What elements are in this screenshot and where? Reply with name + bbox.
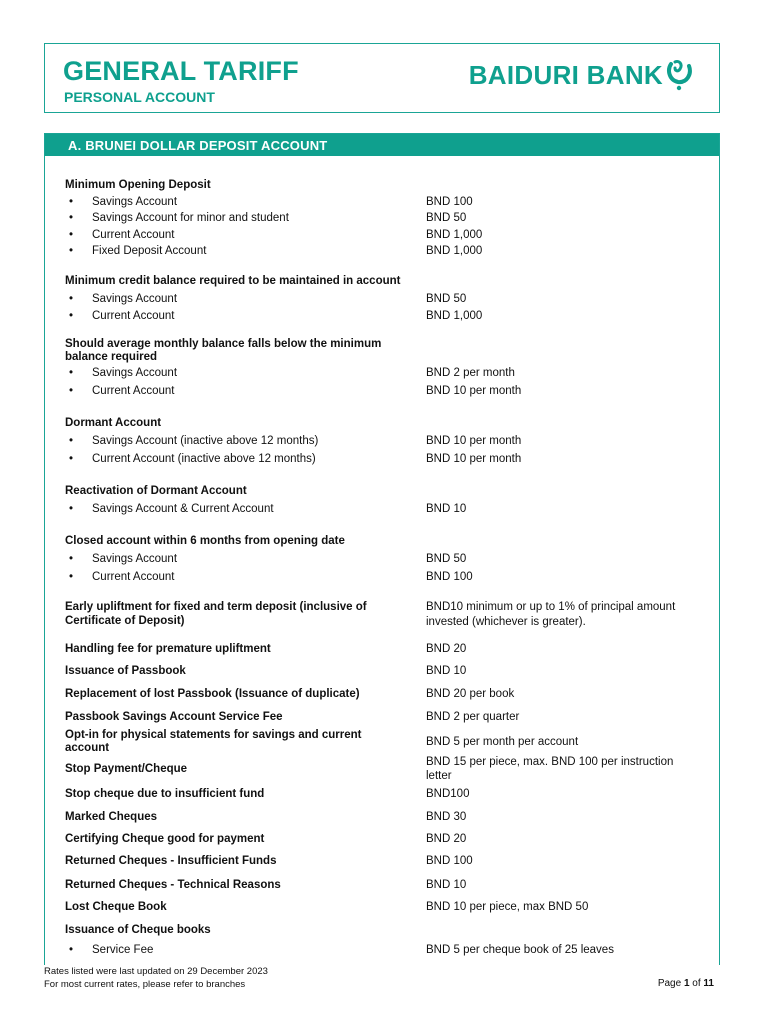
item-value: BND 50 [426, 293, 467, 305]
content-box [44, 133, 720, 965]
footer-branches-note: For most current rates, please refer to branches [44, 979, 246, 990]
fee-value: BND 20 [426, 833, 467, 845]
bullet: • [69, 229, 74, 241]
fee-value: BND 20 [426, 643, 467, 655]
item-label: Current Account [92, 310, 175, 322]
item-value: BND 50 [426, 553, 467, 565]
bullet: • [69, 245, 74, 257]
document-subtitle: PERSONAL ACCOUNT [64, 89, 215, 105]
fee-value: BND 100 [426, 855, 473, 867]
fee-label: Passbook Savings Account Service Fee [65, 711, 283, 723]
fee-label: Stop cheque due to insufficient fund [65, 788, 265, 800]
bullet: • [69, 453, 74, 465]
fee-label: Returned Cheques - Technical Reasons [65, 879, 281, 891]
fee-label: Lost Cheque Book [65, 901, 167, 913]
early-upliftment-label-cont: Certificate of Deposit) [65, 615, 185, 627]
item-value: BND 10 per month [426, 435, 522, 447]
fee-label: Certifying Cheque good for payment [65, 833, 265, 845]
fee-label: Issuance of Passbook [65, 665, 186, 677]
cheque-books-title: Issuance of Cheque books [65, 924, 211, 936]
item-label: Current Account [92, 229, 175, 241]
bullet: • [69, 385, 74, 397]
bullet: • [69, 212, 74, 224]
item-label: Savings Account [92, 196, 178, 208]
item-label: Savings Account [92, 367, 178, 379]
page-number [658, 978, 714, 989]
logo-text: BAIDURI BANK [468, 59, 663, 90]
bullet: • [69, 944, 74, 956]
section-header [45, 134, 719, 156]
bullet: • [69, 310, 74, 322]
page-prefix: Page [657, 978, 684, 989]
optin-label-cont: account [65, 742, 110, 754]
item-value: BND 10 per month [426, 385, 522, 397]
early-upliftment-value-cont: invested (whichever is greater). [426, 616, 586, 628]
stop-payment-value: BND 15 per piece, max. BND 100 per instruction [426, 756, 674, 768]
bullet: • [69, 196, 74, 208]
bullet: • [69, 553, 74, 565]
below-min-title-cont: balance required [65, 351, 158, 363]
fee-value: BND100 [426, 788, 470, 800]
item-label: Current Account [92, 385, 175, 397]
below-min-title: Should average monthly balance falls below the minimum [65, 338, 382, 350]
fee-label: Returned Cheques - Insufficient Funds [65, 855, 277, 867]
item-value: BND 1,000 [426, 310, 483, 322]
section-title: A. BRUNEI DOLLAR DEPOSIT ACCOUNT [68, 138, 328, 153]
fee-label: Marked Cheques [65, 811, 158, 823]
optin-value: BND 5 per month per account [426, 736, 579, 748]
item-value: BND 100 [426, 196, 473, 208]
item-label: Current Account [92, 571, 175, 583]
page-total: 11 [703, 978, 714, 989]
fee-label: Replacement of lost Passbook (Issuance of duplicate) [65, 688, 360, 700]
fee-value: BND 10 [426, 665, 467, 677]
fee-label: Handling fee for premature upliftment [65, 643, 271, 655]
stop-payment-label: Stop Payment/Cheque [65, 763, 188, 775]
bullet: • [69, 293, 74, 305]
fee-value: BND 20 per book [426, 688, 515, 700]
bullet: • [69, 503, 74, 515]
item-value: BND 2 per month [426, 367, 515, 379]
footer-updated-note: Rates listed were last updated on 29 December 2023 [44, 966, 268, 977]
item-label: Savings Account & Current Account [92, 503, 274, 515]
fee-value: BND 30 [426, 811, 467, 823]
item-value: BND 5 per cheque book of 25 leaves [426, 944, 614, 956]
header-box [44, 43, 720, 113]
closed-title: Closed account within 6 months from opening date [65, 535, 345, 547]
logo-swirl-icon [665, 58, 693, 92]
item-label: Savings Account [92, 553, 178, 565]
document-title: GENERAL TARIFF [63, 56, 299, 86]
bank-logo [469, 58, 693, 92]
item-label: Savings Account [92, 293, 178, 305]
item-value: BND 100 [426, 571, 473, 583]
item-value: BND 10 [426, 503, 467, 515]
item-value: BND 50 [426, 212, 467, 224]
item-label: Service Fee [92, 944, 154, 956]
early-upliftment-value: BND10 minimum or up to 1% of principal amount [426, 601, 676, 613]
fee-value: BND 10 per piece, max BND 50 [426, 901, 589, 913]
item-label: Fixed Deposit Account [92, 245, 207, 257]
early-upliftment-label: Early upliftment for fixed and term deposit (inclusive of [65, 601, 367, 613]
item-value: BND 1,000 [426, 229, 483, 241]
item-value: BND 10 per month [426, 453, 522, 465]
fee-value: BND 10 [426, 879, 467, 891]
dormant-title: Dormant Account [65, 417, 162, 429]
page-of: of [689, 978, 704, 989]
bullet: • [69, 367, 74, 379]
stop-payment-value-cont: letter [426, 770, 452, 782]
reactivation-title: Reactivation of Dormant Account [65, 485, 247, 497]
min-opening-title: Minimum Opening Deposit [65, 179, 211, 191]
item-label: Savings Account for minor and student [92, 212, 289, 224]
item-label: Savings Account (inactive above 12 months) [92, 435, 319, 447]
optin-label: Opt-in for physical statements for savings and current [65, 729, 362, 741]
page-current: 1 [683, 978, 690, 989]
item-label: Current Account (inactive above 12 months) [92, 453, 316, 465]
bullet: • [69, 571, 74, 583]
bullet: • [69, 435, 74, 447]
fee-value: BND 2 per quarter [426, 711, 520, 723]
min-credit-title: Minimum credit balance required to be maintained in account [65, 275, 401, 287]
item-value: BND 1,000 [426, 245, 483, 257]
